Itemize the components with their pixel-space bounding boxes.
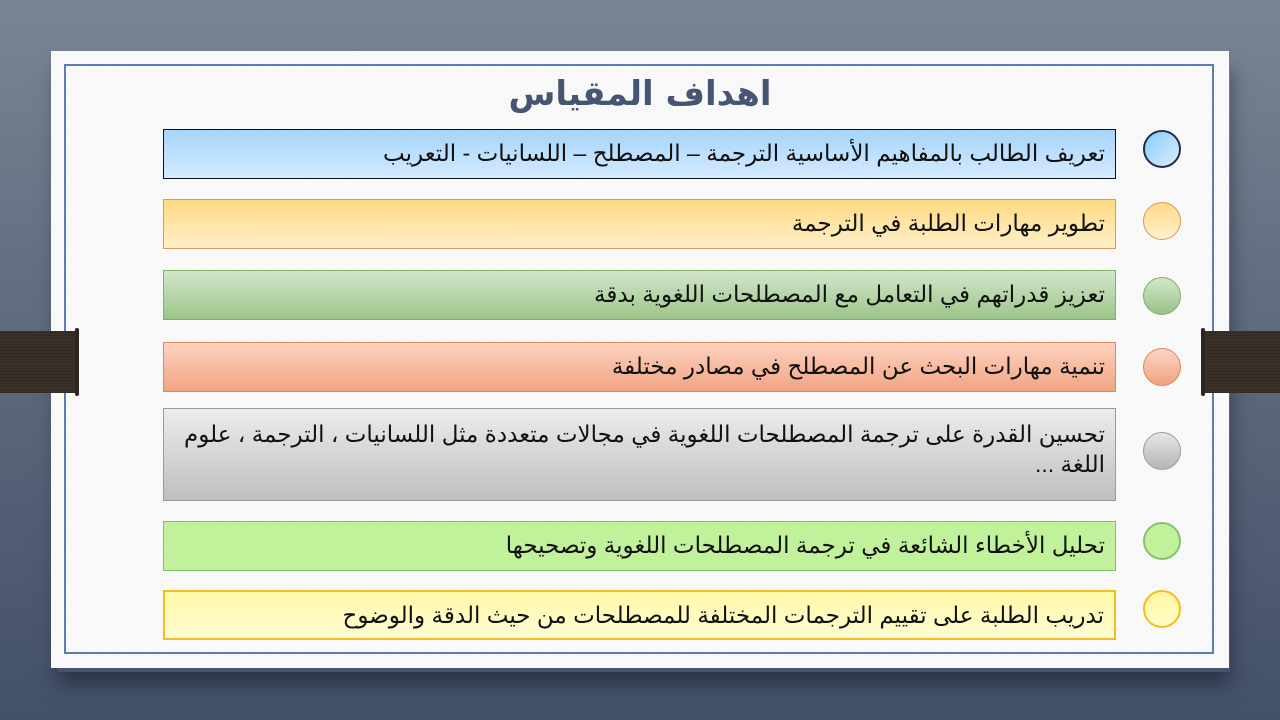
goal-box-4: تنمية مهارات البحث عن المصطلح في مصادر مختلفة <box>163 342 1116 392</box>
slide-title: اهداف المقياس <box>508 74 772 114</box>
goal-box-6: تحليل الأخطاء الشائعة في ترجمة المصطلحات اللغوية وتصحيحها <box>163 521 1116 571</box>
binder-clip-left <box>0 331 79 393</box>
goal-box-1: تعريف الطالب بالمفاهيم الأساسية الترجمة – المصطلح – اللسانيات - التعريب <box>163 129 1116 179</box>
goal-bullet-circle-5 <box>1143 432 1181 470</box>
goal-bullet-circle-2 <box>1143 202 1181 240</box>
goal-bullet-circle-3 <box>1143 277 1181 315</box>
goal-box-5: تحسين القدرة على ترجمة المصطلحات اللغوية في مجالات متعددة مثل اللسانيات ، الترجمة ، علوم اللغة ... <box>163 408 1116 501</box>
goal-bullet-circle-6 <box>1143 522 1181 560</box>
goal-bullet-circle-7 <box>1143 590 1181 628</box>
binder-clip-right <box>1201 331 1280 393</box>
goal-box-3: تعزيز قدراتهم في التعامل مع المصطلحات اللغوية بدقة <box>163 270 1116 320</box>
goal-box-7: تدريب الطلبة على تقييم الترجمات المختلفة للمصطلحات من حيث الدقة والوضوح <box>163 590 1116 640</box>
goal-bullet-circle-1 <box>1143 130 1181 168</box>
goal-box-2: تطوير مهارات الطلبة في الترجمة <box>163 199 1116 249</box>
goal-bullet-circle-4 <box>1143 348 1181 386</box>
